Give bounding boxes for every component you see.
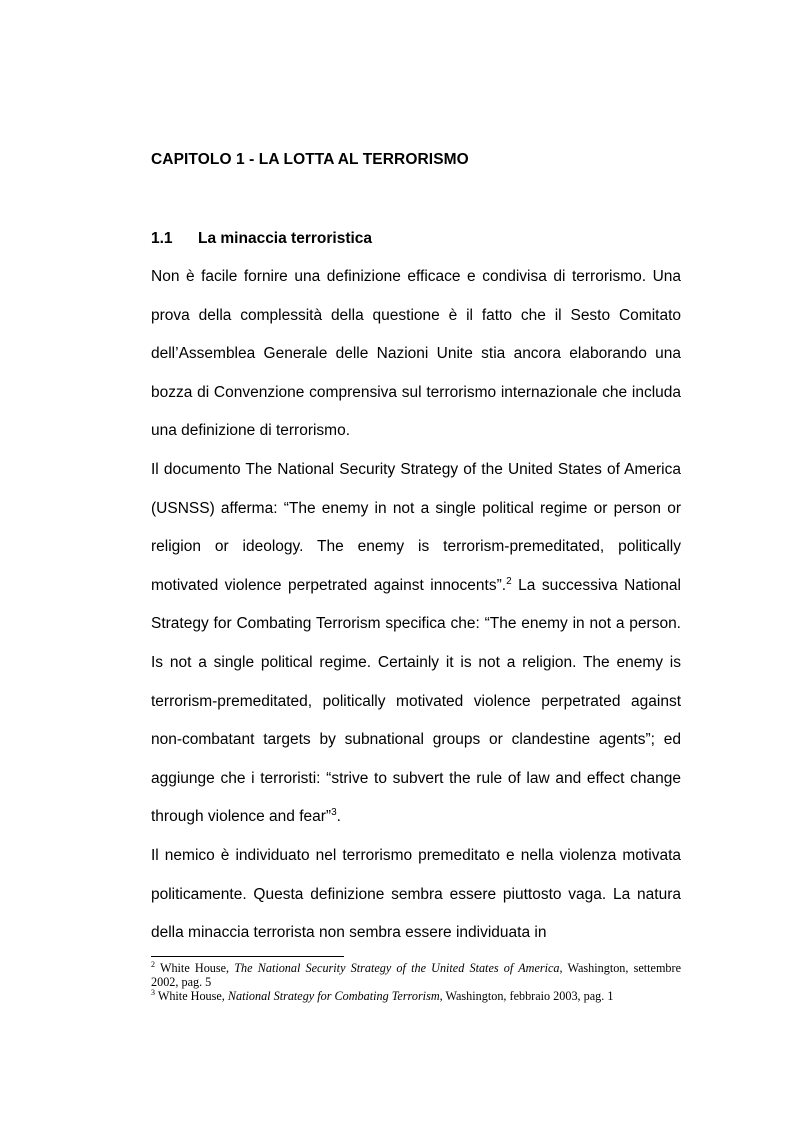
section-title: La minaccia terroristica: [198, 230, 373, 247]
section-number: 1.1: [151, 230, 173, 247]
paragraph-2-part-b: La successiva National Strategy for Combating Terrorism specifica che: “The enemy in not a person. Is not a single political regime. Certainly it is not a religion. The enemy is terrorism-premeditated, politically motivated violence perpetrated against non-combatant targets by subnational groups or clandestine agents”; ed aggiunge che i terroristi: “strive to subvert the rule of law and effect change through violence and fear”: [151, 576, 681, 826]
paragraph-2-part-c: .: [336, 808, 341, 826]
footnote-3-marker: 3: [151, 987, 155, 997]
footnote-3-rest: , Washington, febbraio 2003, pag. 1: [439, 989, 614, 1003]
section-heading: [151, 230, 372, 248]
footnote-2: [151, 961, 681, 989]
footnote-2-rest: , Washington, settembre 2002, pag. 5: [151, 961, 681, 989]
footnote-3-title: National Strategy for Combating Terrorism: [227, 989, 440, 1003]
footnote-ref-2: 2: [506, 575, 512, 587]
paragraph-2-part-a: Il documento The National Security Strategy of the United States of America (USNSS) afferma: “The enemy in not a single political regime or person or religion or ideology. The enemy is terrorism-premeditated, politically motivated violence perpetrated against innocents”.: [151, 460, 681, 594]
footnote-2-title: The National Security Strategy of the United States of America: [234, 961, 560, 975]
chapter-title: CAPITOLO 1 - LA LOTTA AL TERRORISMO: [151, 151, 469, 168]
footnotes: [151, 961, 681, 1003]
footnote-2-author: White House,: [155, 961, 235, 975]
paragraph-2: [151, 451, 681, 837]
footnote-ref-3: 3: [331, 807, 337, 819]
footnote-separator: [151, 956, 344, 957]
footnote-3-author: White House,: [155, 989, 228, 1003]
footnote-2-marker: 2: [151, 959, 155, 969]
body-text: [151, 258, 681, 953]
paragraph-3: Il nemico è individuato nel terrorismo premeditato e nella violenza motivata politicamente. Questa definizione sembra essere piuttosto vaga. La natura della minaccia terrorista non sembra essere individuata in: [151, 846, 681, 942]
paragraph-1: Non è facile fornire una definizione efficace e condivisa di terrorismo. Una prova della complessità della questione è il fatto che il Sesto Comitato dell’Assemblea Generale delle Nazioni Unite stia ancora elaborando una bozza di Convenzione comprensiva sul terrorismo internazionale che includa una definizione di terrorismo.: [151, 268, 681, 440]
footnote-3: [151, 989, 681, 1003]
